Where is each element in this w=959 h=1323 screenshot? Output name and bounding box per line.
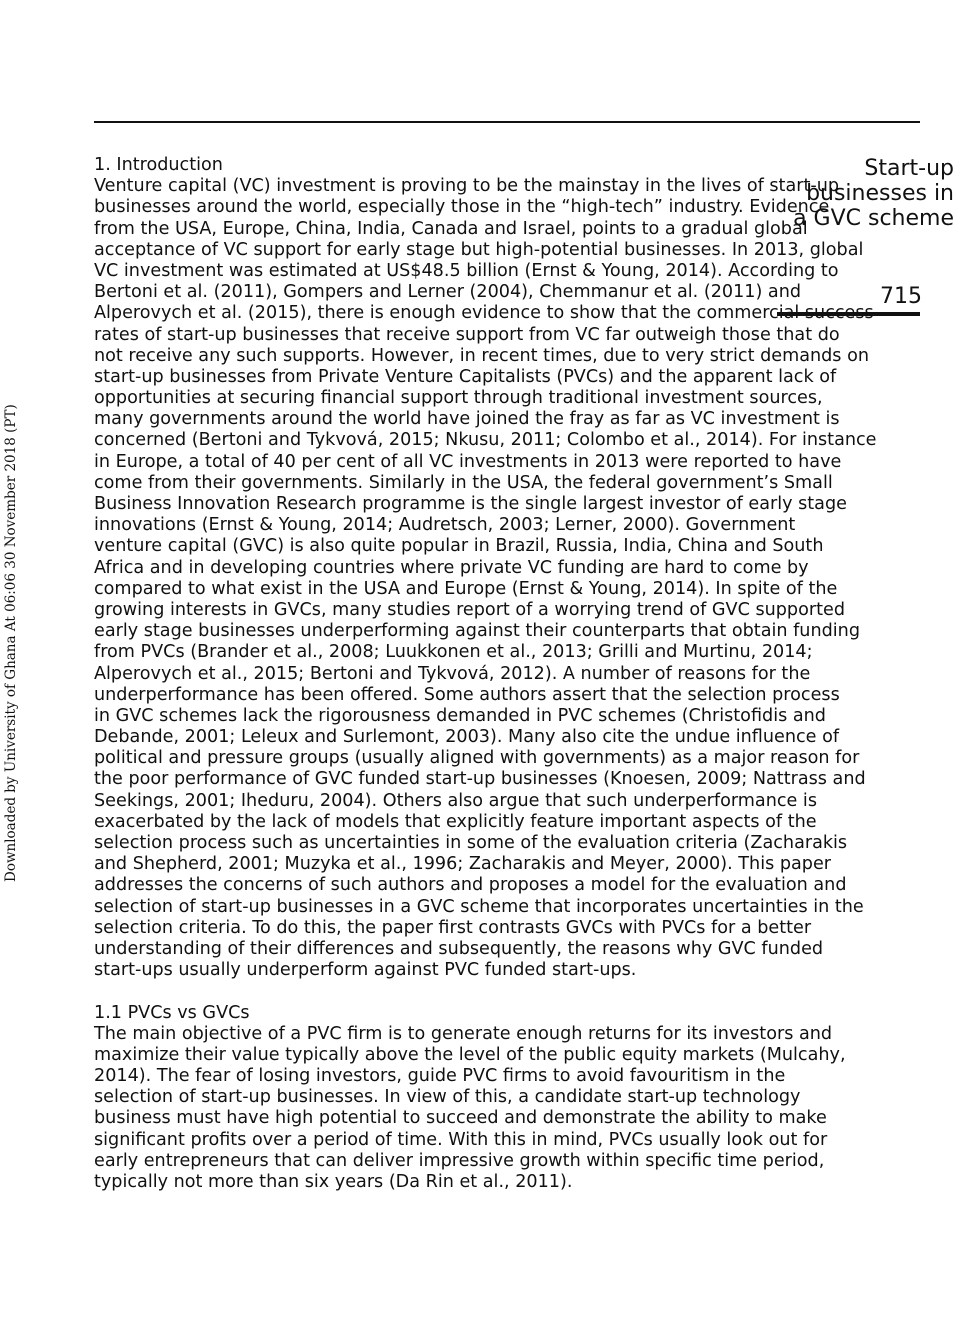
text-line: the poor performance of GVC funded start-up businesses (Knoesen, 2009; Nattrass and	[94, 769, 866, 790]
text-line: VC investment was estimated at US$48.5 billion (Ernst & Young, 2014). According to	[94, 260, 839, 281]
text-line: Alperovych et al., 2015; Bertoni and Tykvová, 2012). A number of reasons for the	[94, 663, 811, 684]
pvcs-vs-gvcs-paragraph	[94, 1024, 959, 1194]
text-line: Bertoni et al. (2011), Gompers and Lerner (2004), Chemmanur et al. (2011) and	[94, 282, 802, 303]
text-line: selection process such as uncertainties in some of the evaluation criteria (Zacharakis	[94, 833, 848, 853]
text-line: early stage businesses underperforming against their counterparts that obtain funding	[94, 621, 860, 642]
page-number: 715	[880, 284, 922, 309]
running-head-line: businesses in	[806, 181, 954, 206]
text-line: addresses the concerns of such authors and proposes a model for the evaluation and	[94, 875, 847, 896]
top-rule	[94, 121, 920, 123]
running-head-line: a GVC scheme	[793, 206, 954, 231]
text-line: selection of start-up businesses. In view of this, a candidate start-up technology	[94, 1087, 801, 1108]
text-line: political and pressure groups (usually aligned with governments) as a major reason for	[94, 748, 860, 769]
text-line: not receive any such supports. However, in recent times, due to very strict demands on	[94, 345, 869, 366]
section-heading-pvcs-vs-gvcs: 1.1 PVCs vs GVCs	[94, 1002, 250, 1023]
text-line: selection criteria. To do this, the paper first contrasts GVCs with PVCs for a better	[94, 917, 812, 938]
text-line: underperformance has been offered. Some authors assert that the selection process	[94, 684, 840, 705]
text-line: from the USA, Europe, China, India, Canada and Israel, points to a gradual global	[94, 218, 808, 239]
text-line: Seekings, 2001; Iheduru, 2004). Others also argue that such underperformance is	[94, 790, 817, 811]
text-line: maximize their value typically above the level of the public equity markets (Mulcahy,	[94, 1044, 846, 1065]
download-margin-note: Downloaded by University of Ghana At 06:06 30 November 2018 (PT)	[3, 404, 19, 882]
text-line: in GVC schemes lack the rigorousness demanded in PVC schemes (Christofidis and	[94, 705, 826, 726]
article-body	[94, 155, 959, 1193]
text-line: businesses around the world, especially those in the “high-tech” industry. Evidence	[94, 197, 830, 218]
running-head-line: Start-up	[864, 156, 954, 181]
text-line: understanding of their differences and subsequently, the reasons why GVC funded	[94, 938, 824, 959]
text-line: business must have high potential to succeed and demonstrate the ability to make	[94, 1108, 827, 1129]
text-line: start-ups usually underperform against PVC funded start-ups.	[94, 960, 637, 981]
text-line: Africa and in developing countries where private VC funding are hard to come by	[94, 557, 809, 578]
text-line: and Shepherd, 2001; Muzyka et al., 1996; Zacharakis and Meyer, 2000). This paper	[94, 854, 832, 875]
text-line: come from their governments. Similarly in the USA, the federal government’s Small	[94, 472, 833, 493]
text-line: acceptance of VC support for early stage but high-potential businesses. In 2013, global	[94, 239, 864, 260]
text-line: from PVCs (Brander et al., 2008; Luukkonen et al., 2013; Grilli and Murtinu, 2014;	[94, 642, 813, 663]
section-gap	[94, 981, 959, 1002]
section-heading-introduction: 1. Introduction	[94, 155, 223, 175]
text-line: compared to what exist in the USA and Europe (Ernst & Young, 2014). In spite of the	[94, 578, 838, 599]
text-line: opportunities at securing financial support through traditional investment sources,	[94, 388, 823, 409]
text-line: rates of start-up businesses that receive support from VC far outweigh those that do	[94, 324, 840, 345]
text-line: Debande, 2001; Leleux and Surlemont, 2003). Many also cite the undue influence of	[94, 727, 840, 748]
text-line: Venture capital (VC) investment is proving to be the mainstay in the lives of start-up	[94, 176, 840, 197]
text-line: many governments around the world have joined the fray as far as VC investment is	[94, 409, 840, 430]
text-line: early entrepreneurs that can deliver impressive growth within specific time period,	[94, 1150, 825, 1171]
text-line: The main objective of a PVC firm is to generate enough returns for its investors and	[94, 1023, 833, 1044]
text-line: Business Innovation Research programme is the single largest investor of early stage	[94, 494, 847, 514]
text-line: venture capital (GVC) is also quite popular in Brazil, Russia, India, China and South	[94, 536, 824, 557]
text-line: selection of start-up businesses in a GVC scheme that incorporates uncertainties in the	[94, 896, 864, 917]
text-line: innovations (Ernst & Young, 2014; Audretsch, 2003; Lerner, 2000). Government	[94, 515, 796, 536]
introduction-paragraph	[94, 176, 959, 981]
text-line: 2014). The fear of losing investors, guide PVC firms to avoid favouritism in the	[94, 1066, 786, 1087]
text-line: significant profits over a period of time. With this in mind, PVCs usually look out for	[94, 1129, 828, 1150]
text-line: typically not more than six years (Da Rin et al., 2011).	[94, 1172, 573, 1192]
text-line: in Europe, a total of 40 per cent of all VC investments in 2013 were reported to have	[94, 451, 842, 472]
text-line: growing interests in GVCs, many studies report of a worrying trend of GVC supported	[94, 599, 845, 620]
text-line: start-up businesses from Private Venture Capitalists (PVCs) and the apparent lack of	[94, 366, 837, 387]
text-line: Alperovych et al. (2015), there is enough evidence to show that the commercial success	[94, 303, 874, 324]
text-line: concerned (Bertoni and Tykvová, 2015; Nkusu, 2011; Colombo et al., 2014). For instance	[94, 430, 877, 451]
text-line: exacerbated by the lack of models that explicitly feature important aspects of the	[94, 811, 817, 832]
